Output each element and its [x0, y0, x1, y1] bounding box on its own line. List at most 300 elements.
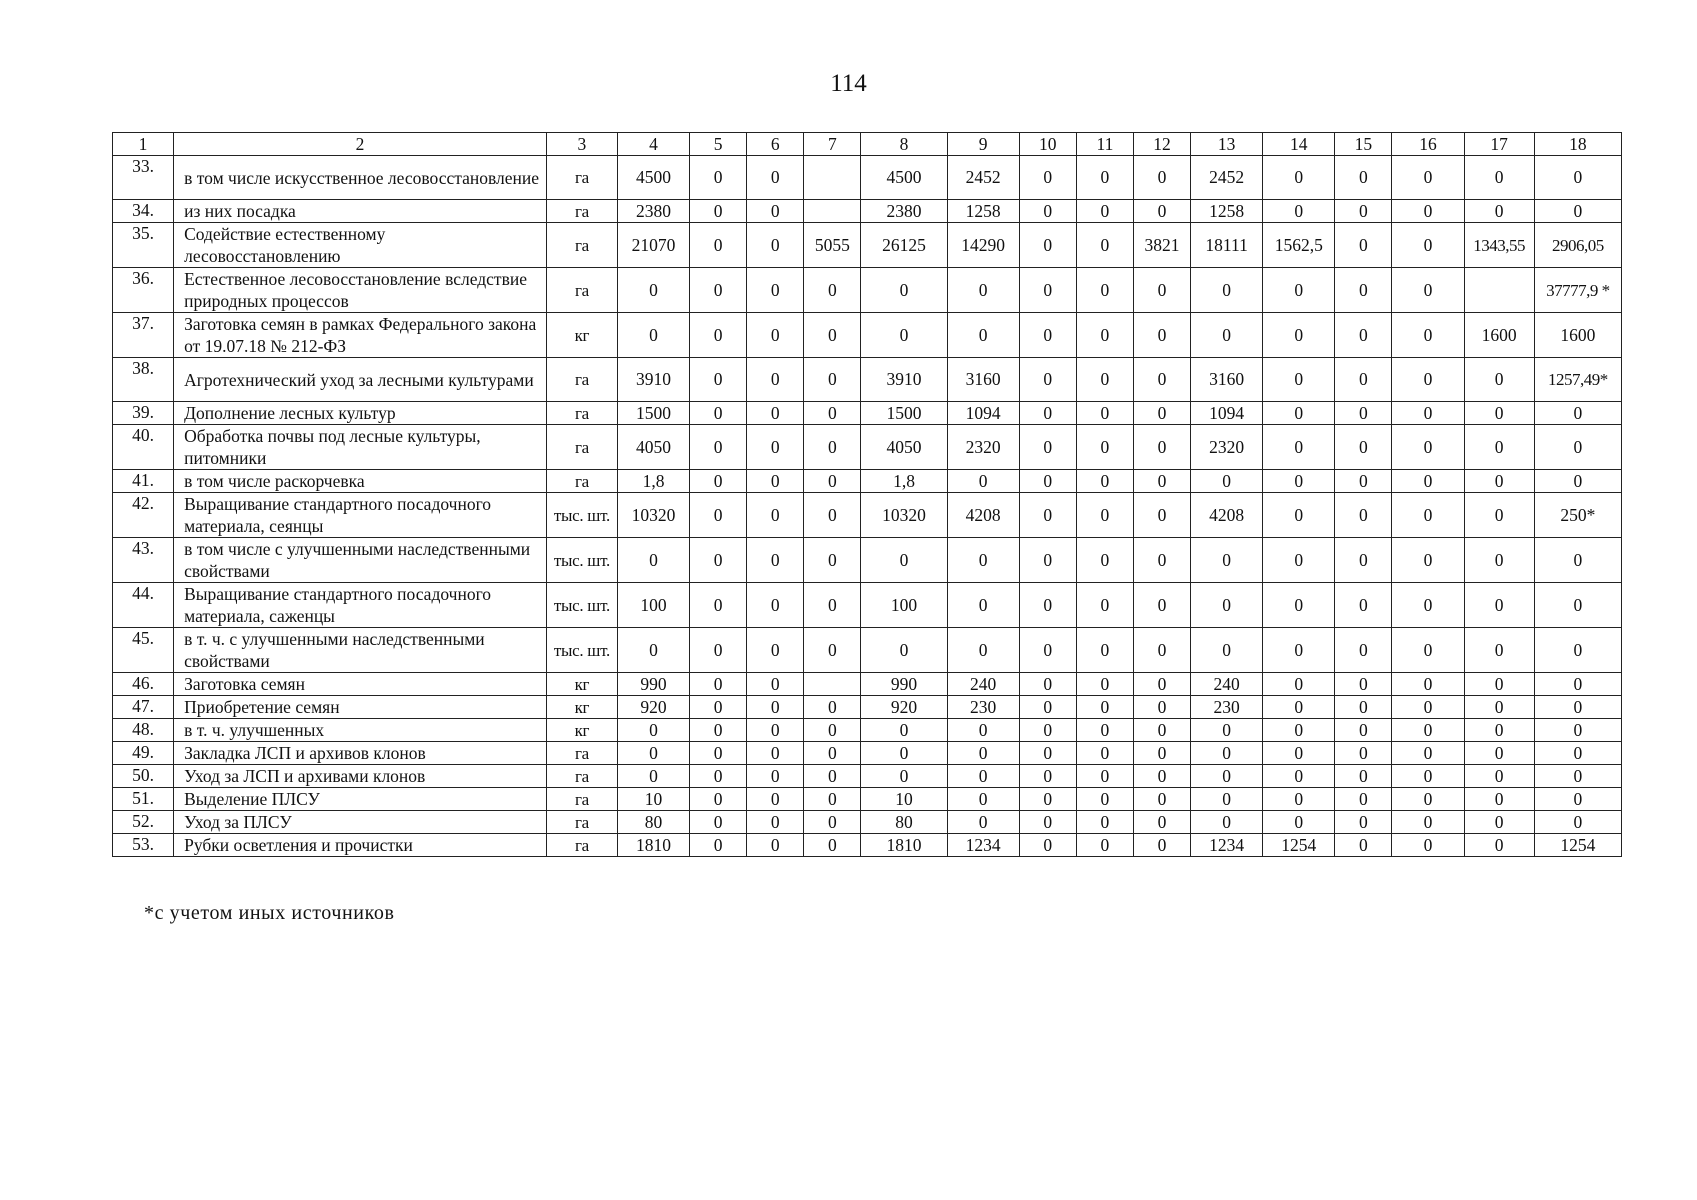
value-cell: 0 [1076, 696, 1133, 719]
row-unit: кг [546, 673, 617, 696]
row-unit: га [546, 788, 617, 811]
value-cell: 100 [617, 583, 689, 628]
value-cell: 0 [1335, 200, 1392, 223]
value-cell: 0 [617, 538, 689, 583]
row-label: Дополнение лесных культур [174, 402, 547, 425]
value-cell: 0 [747, 493, 804, 538]
row-label: Приобретение семян [174, 696, 547, 719]
value-cell: 0 [1019, 834, 1076, 857]
value-cell: 1094 [1191, 402, 1263, 425]
value-cell: 0 [747, 268, 804, 313]
value-cell: 0 [1263, 583, 1335, 628]
value-cell: 0 [690, 358, 747, 402]
value-cell: 0 [690, 765, 747, 788]
value-cell: 0 [1133, 156, 1190, 200]
value-cell: 10 [861, 788, 947, 811]
value-cell: 0 [1464, 402, 1534, 425]
value-cell: 0 [804, 788, 861, 811]
value-cell: 0 [1335, 628, 1392, 673]
value-cell: 0 [1191, 811, 1263, 834]
value-cell: 0 [1076, 788, 1133, 811]
value-cell: 0 [1076, 470, 1133, 493]
value-cell: 0 [1076, 742, 1133, 765]
row-label: Закладка ЛСП и архивов клонов [174, 742, 547, 765]
value-cell: 80 [861, 811, 947, 834]
value-cell: 0 [1019, 696, 1076, 719]
table-row [113, 156, 1622, 200]
value-cell: 1600 [1464, 313, 1534, 358]
value-cell: 0 [947, 719, 1019, 742]
value-cell: 0 [1019, 200, 1076, 223]
value-cell: 0 [747, 742, 804, 765]
row-number: 52. [113, 811, 174, 834]
row-label: в т. ч. с улучшенными наследственными свойствами [174, 628, 547, 673]
value-cell: 0 [1076, 156, 1133, 200]
value-cell: 0 [1191, 628, 1263, 673]
row-unit: га [546, 223, 617, 268]
value-cell: 0 [1263, 696, 1335, 719]
value-cell: 0 [1076, 538, 1133, 583]
value-cell: 0 [690, 223, 747, 268]
value-cell: 0 [861, 765, 947, 788]
page-number: 114 [830, 70, 867, 97]
value-cell: 4050 [617, 425, 689, 470]
value-cell: 1343,55 [1464, 223, 1534, 268]
value-cell: 0 [804, 402, 861, 425]
value-cell: 0 [1335, 470, 1392, 493]
value-cell: 0 [1335, 493, 1392, 538]
value-cell: 0 [804, 811, 861, 834]
value-cell: 0 [690, 834, 747, 857]
value-cell: 2320 [1191, 425, 1263, 470]
column-header: 7 [804, 133, 861, 156]
value-cell: 1600 [1534, 313, 1621, 358]
value-cell: 10320 [617, 493, 689, 538]
value-cell: 0 [747, 834, 804, 857]
row-number: 37. [113, 313, 174, 358]
value-cell: 0 [747, 788, 804, 811]
row-label: Содействие естественному лесовосстановлению [174, 223, 547, 268]
value-cell: 0 [1263, 425, 1335, 470]
value-cell: 4208 [1191, 493, 1263, 538]
row-number: 44. [113, 583, 174, 628]
row-number: 40. [113, 425, 174, 470]
row-unit: га [546, 765, 617, 788]
value-cell: 0 [861, 719, 947, 742]
value-cell: 0 [1133, 425, 1190, 470]
value-cell: 4500 [861, 156, 947, 200]
value-cell: 0 [617, 742, 689, 765]
value-cell: 0 [947, 788, 1019, 811]
value-cell: 0 [1392, 470, 1464, 493]
table-row [113, 583, 1622, 628]
value-cell: 1562,5 [1263, 223, 1335, 268]
value-cell: 0 [1019, 628, 1076, 673]
value-cell: 0 [1534, 402, 1621, 425]
table-row [113, 673, 1622, 696]
value-cell: 0 [1263, 742, 1335, 765]
value-cell: 0 [1392, 493, 1464, 538]
column-header: 12 [1133, 133, 1190, 156]
table-row [113, 788, 1622, 811]
value-cell: 0 [1133, 268, 1190, 313]
column-header: 2 [174, 133, 547, 156]
value-cell: 0 [1392, 583, 1464, 628]
value-cell: 0 [804, 538, 861, 583]
value-cell: 0 [617, 765, 689, 788]
value-cell: 0 [1392, 402, 1464, 425]
table-row [113, 200, 1622, 223]
row-number: 42. [113, 493, 174, 538]
row-unit: га [546, 402, 617, 425]
value-cell: 0 [747, 583, 804, 628]
value-cell: 0 [690, 493, 747, 538]
column-header: 14 [1263, 133, 1335, 156]
value-cell: 0 [1133, 834, 1190, 857]
value-cell: 0 [1263, 358, 1335, 402]
row-number: 49. [113, 742, 174, 765]
value-cell: 3160 [1191, 358, 1263, 402]
table-row [113, 313, 1622, 358]
value-cell: 0 [1191, 719, 1263, 742]
value-cell: 0 [1392, 811, 1464, 834]
value-cell: 2906,05 [1534, 223, 1621, 268]
row-unit: тыс. шт. [546, 583, 617, 628]
value-cell: 0 [861, 313, 947, 358]
row-number: 53. [113, 834, 174, 857]
value-cell: 10 [617, 788, 689, 811]
value-cell: 0 [747, 696, 804, 719]
row-unit: га [546, 834, 617, 857]
value-cell: 0 [1263, 673, 1335, 696]
value-cell [804, 673, 861, 696]
row-unit: га [546, 200, 617, 223]
row-unit: га [546, 425, 617, 470]
value-cell: 0 [1534, 425, 1621, 470]
column-header: 4 [617, 133, 689, 156]
row-label: Выделение ПЛСУ [174, 788, 547, 811]
row-label: Естественное лесовосстановление вследствие природных процессов [174, 268, 547, 313]
table-row [113, 538, 1622, 583]
value-cell: 0 [1392, 834, 1464, 857]
value-cell: 0 [1019, 765, 1076, 788]
value-cell: 0 [1263, 788, 1335, 811]
value-cell: 0 [804, 493, 861, 538]
value-cell: 0 [747, 538, 804, 583]
value-cell: 1234 [1191, 834, 1263, 857]
value-cell: 0 [1076, 493, 1133, 538]
value-cell: 0 [1464, 156, 1534, 200]
value-cell: 0 [747, 358, 804, 402]
value-cell: 0 [1133, 628, 1190, 673]
row-label: Выращивание стандартного посадочного материала, саженцы [174, 583, 547, 628]
value-cell: 0 [1392, 673, 1464, 696]
value-cell: 0 [1534, 788, 1621, 811]
value-cell: 0 [1263, 493, 1335, 538]
value-cell: 0 [1133, 470, 1190, 493]
value-cell: 0 [1392, 788, 1464, 811]
value-cell: 0 [1335, 742, 1392, 765]
row-unit: га [546, 470, 617, 493]
value-cell: 1094 [947, 402, 1019, 425]
column-header: 9 [947, 133, 1019, 156]
value-cell: 0 [1191, 765, 1263, 788]
value-cell: 0 [1133, 200, 1190, 223]
value-cell: 0 [804, 268, 861, 313]
row-number: 46. [113, 673, 174, 696]
value-cell: 0 [804, 834, 861, 857]
value-cell: 0 [1534, 470, 1621, 493]
row-unit: кг [546, 719, 617, 742]
value-cell: 1,8 [617, 470, 689, 493]
table-row [113, 742, 1622, 765]
value-cell: 0 [1534, 156, 1621, 200]
column-header: 13 [1191, 133, 1263, 156]
column-header: 16 [1392, 133, 1464, 156]
value-cell: 0 [690, 696, 747, 719]
value-cell: 0 [947, 628, 1019, 673]
row-label: Уход за ЛСП и архивами клонов [174, 765, 547, 788]
value-cell: 0 [947, 765, 1019, 788]
value-cell: 0 [690, 583, 747, 628]
table-row [113, 834, 1622, 857]
column-header: 1 [113, 133, 174, 156]
value-cell: 0 [747, 402, 804, 425]
value-cell: 0 [1076, 811, 1133, 834]
value-cell: 0 [1335, 811, 1392, 834]
value-cell: 0 [690, 200, 747, 223]
row-number: 43. [113, 538, 174, 583]
value-cell: 0 [1392, 538, 1464, 583]
row-number: 33. [113, 156, 174, 200]
value-cell: 0 [1534, 673, 1621, 696]
value-cell: 0 [747, 811, 804, 834]
column-header: 6 [747, 133, 804, 156]
value-cell: 0 [1335, 673, 1392, 696]
table-row [113, 765, 1622, 788]
row-label: из них посадка [174, 200, 547, 223]
table-row [113, 719, 1622, 742]
value-cell: 0 [1335, 583, 1392, 628]
value-cell: 0 [1191, 470, 1263, 493]
value-cell: 0 [1191, 788, 1263, 811]
value-cell: 0 [1019, 358, 1076, 402]
value-cell: 0 [1076, 673, 1133, 696]
value-cell: 1254 [1263, 834, 1335, 857]
value-cell: 1258 [1191, 200, 1263, 223]
row-number: 36. [113, 268, 174, 313]
value-cell: 0 [1392, 156, 1464, 200]
value-cell: 0 [1392, 719, 1464, 742]
value-cell: 2380 [617, 200, 689, 223]
value-cell: 0 [690, 628, 747, 673]
row-number: 38. [113, 358, 174, 402]
table-row [113, 493, 1622, 538]
value-cell: 10320 [861, 493, 947, 538]
row-label: Рубки осветления и прочистки [174, 834, 547, 857]
value-cell: 1500 [861, 402, 947, 425]
value-cell: 0 [1464, 696, 1534, 719]
value-cell: 0 [1392, 742, 1464, 765]
value-cell: 0 [1019, 470, 1076, 493]
row-unit: тыс. шт. [546, 538, 617, 583]
value-cell: 0 [1191, 583, 1263, 628]
value-cell [804, 200, 861, 223]
value-cell: 0 [747, 628, 804, 673]
value-cell: 0 [1076, 200, 1133, 223]
value-cell: 0 [1335, 223, 1392, 268]
value-cell: 0 [1019, 788, 1076, 811]
value-cell: 0 [804, 719, 861, 742]
table-row [113, 402, 1622, 425]
value-cell: 0 [1133, 673, 1190, 696]
value-cell: 0 [1133, 313, 1190, 358]
value-cell: 0 [690, 538, 747, 583]
value-cell: 0 [1392, 628, 1464, 673]
value-cell: 0 [1335, 402, 1392, 425]
value-cell: 230 [1191, 696, 1263, 719]
value-cell: 0 [1263, 200, 1335, 223]
value-cell: 0 [1076, 834, 1133, 857]
value-cell: 0 [1335, 313, 1392, 358]
column-header: 15 [1335, 133, 1392, 156]
row-unit: га [546, 811, 617, 834]
value-cell: 0 [1335, 425, 1392, 470]
value-cell: 0 [947, 811, 1019, 834]
value-cell: 1810 [861, 834, 947, 857]
value-cell: 0 [1263, 811, 1335, 834]
value-cell: 0 [1019, 538, 1076, 583]
value-cell: 0 [1263, 470, 1335, 493]
value-cell: 0 [1534, 719, 1621, 742]
value-cell: 0 [1335, 358, 1392, 402]
row-label: в том числе искусственное лесовосстановление [174, 156, 547, 200]
row-label: Заготовка семян [174, 673, 547, 696]
value-cell: 0 [1335, 156, 1392, 200]
table-body [113, 156, 1622, 857]
table-row [113, 223, 1622, 268]
value-cell: 0 [1019, 742, 1076, 765]
row-unit: кг [546, 313, 617, 358]
value-cell: 0 [1133, 583, 1190, 628]
value-cell: 1234 [947, 834, 1019, 857]
value-cell: 0 [1133, 811, 1190, 834]
column-header: 17 [1464, 133, 1534, 156]
value-cell: 0 [690, 156, 747, 200]
row-label: в том числе с улучшенными наследственными свойствами [174, 538, 547, 583]
value-cell: 0 [747, 719, 804, 742]
value-cell: 0 [1335, 268, 1392, 313]
value-cell: 0 [1019, 493, 1076, 538]
row-label: в т. ч. улучшенных [174, 719, 547, 742]
value-cell: 1500 [617, 402, 689, 425]
value-cell: 0 [804, 470, 861, 493]
column-header: 18 [1534, 133, 1621, 156]
value-cell: 0 [1133, 742, 1190, 765]
value-cell: 0 [804, 628, 861, 673]
row-unit: га [546, 358, 617, 402]
value-cell: 0 [1263, 156, 1335, 200]
value-cell: 0 [1133, 358, 1190, 402]
row-label: Заготовка семян в рамках Федерального закона от 19.07.18 № 212-ФЗ [174, 313, 547, 358]
value-cell: 0 [947, 583, 1019, 628]
value-cell: 990 [617, 673, 689, 696]
value-cell: 0 [1019, 268, 1076, 313]
header-row [113, 133, 1622, 156]
value-cell: 0 [947, 470, 1019, 493]
value-cell: 1254 [1534, 834, 1621, 857]
value-cell: 920 [617, 696, 689, 719]
value-cell: 18111 [1191, 223, 1263, 268]
value-cell: 0 [804, 313, 861, 358]
value-cell: 0 [690, 719, 747, 742]
value-cell: 0 [1133, 538, 1190, 583]
value-cell: 0 [690, 470, 747, 493]
value-cell: 0 [617, 719, 689, 742]
row-number: 41. [113, 470, 174, 493]
row-unit: га [546, 742, 617, 765]
value-cell: 0 [1534, 628, 1621, 673]
value-cell: 0 [861, 538, 947, 583]
value-cell: 0 [1076, 402, 1133, 425]
table-row [113, 811, 1622, 834]
value-cell: 0 [747, 156, 804, 200]
value-cell: 0 [1191, 538, 1263, 583]
value-cell: 0 [1263, 268, 1335, 313]
value-cell: 0 [861, 742, 947, 765]
value-cell: 0 [1464, 811, 1534, 834]
value-cell: 0 [690, 268, 747, 313]
value-cell: 0 [1263, 719, 1335, 742]
value-cell: 0 [804, 358, 861, 402]
value-cell: 0 [1019, 156, 1076, 200]
value-cell: 0 [690, 742, 747, 765]
value-cell: 0 [1534, 742, 1621, 765]
table-row [113, 628, 1622, 673]
value-cell: 0 [1464, 200, 1534, 223]
value-cell: 0 [1464, 834, 1534, 857]
value-cell: 990 [861, 673, 947, 696]
value-cell: 0 [1076, 425, 1133, 470]
row-unit: га [546, 156, 617, 200]
value-cell: 0 [1019, 402, 1076, 425]
value-cell: 1257,49* [1534, 358, 1621, 402]
row-number: 39. [113, 402, 174, 425]
value-cell: 0 [1335, 696, 1392, 719]
value-cell: 2320 [947, 425, 1019, 470]
value-cell: 0 [1464, 788, 1534, 811]
value-cell: 21070 [617, 223, 689, 268]
value-cell: 0 [690, 425, 747, 470]
column-header: 3 [546, 133, 617, 156]
value-cell: 4500 [617, 156, 689, 200]
row-label: Выращивание стандартного посадочного материала, сеянцы [174, 493, 547, 538]
row-number: 45. [113, 628, 174, 673]
value-cell: 0 [1076, 223, 1133, 268]
value-cell: 0 [1464, 493, 1534, 538]
value-cell: 0 [804, 583, 861, 628]
value-cell: 230 [947, 696, 1019, 719]
value-cell: 0 [1019, 425, 1076, 470]
value-cell: 5055 [804, 223, 861, 268]
value-cell: 0 [1392, 696, 1464, 719]
value-cell: 250* [1534, 493, 1621, 538]
value-cell: 0 [617, 313, 689, 358]
value-cell: 0 [1019, 583, 1076, 628]
value-cell: 0 [1019, 719, 1076, 742]
value-cell: 0 [1076, 719, 1133, 742]
value-cell: 0 [747, 765, 804, 788]
